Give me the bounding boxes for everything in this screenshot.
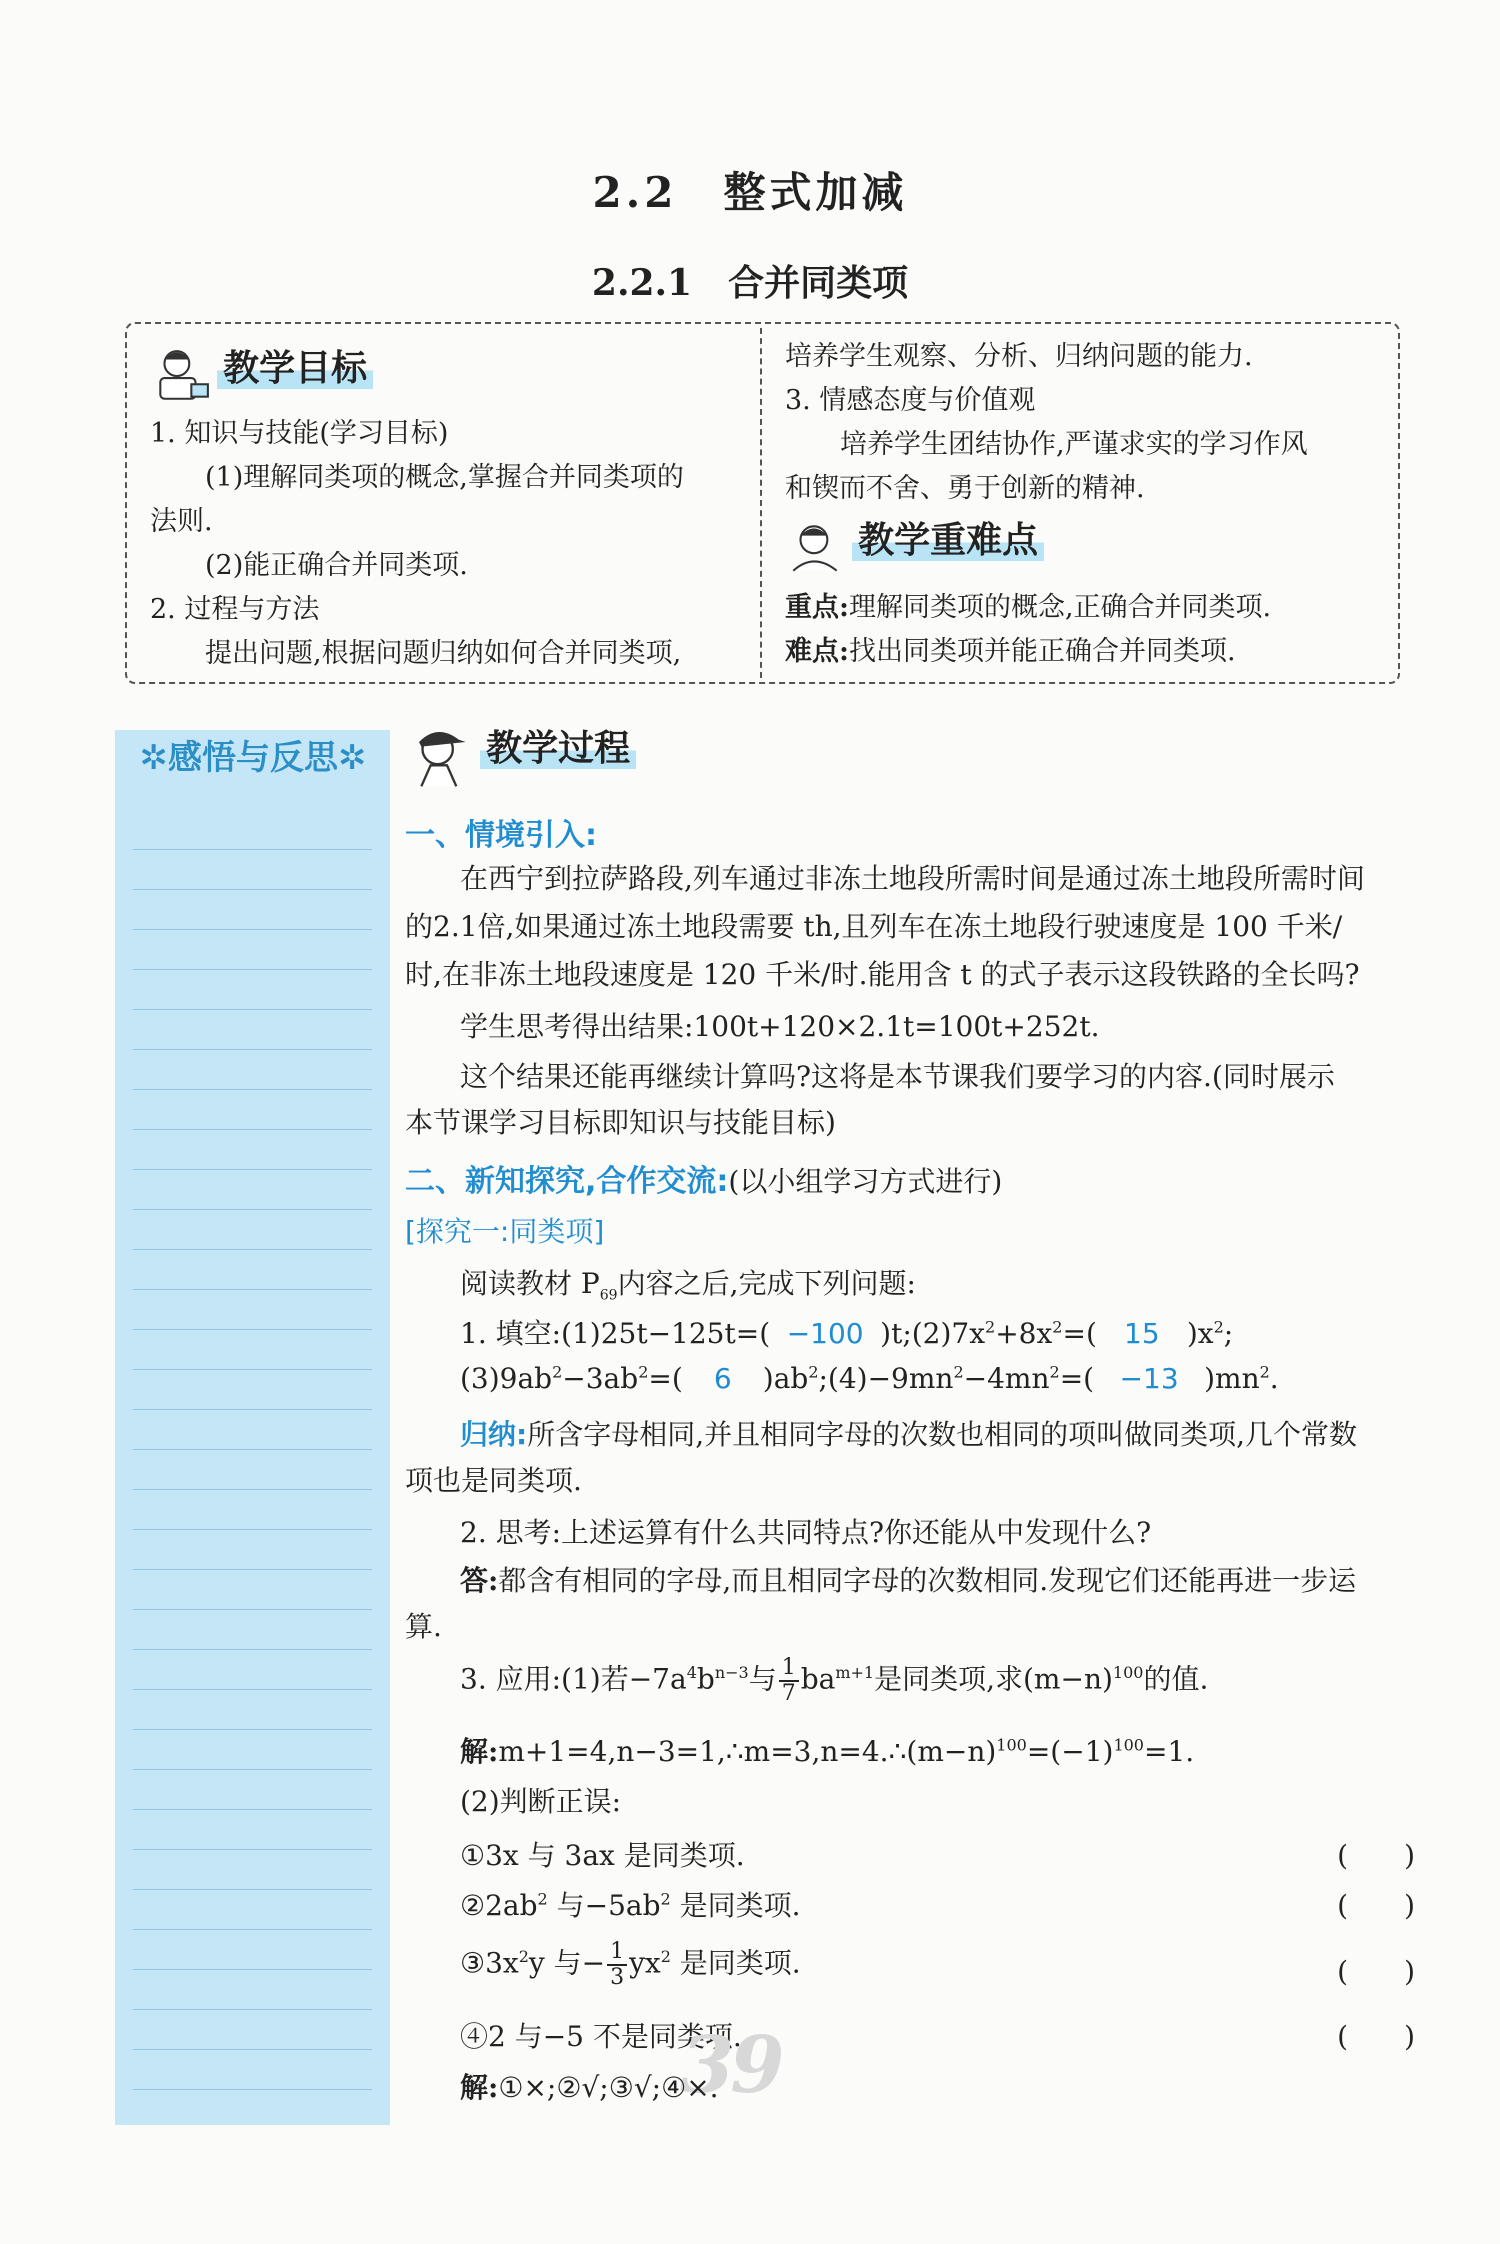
focus-line: [785, 586, 1271, 630]
judge-paren-4: ( ): [1337, 2020, 1415, 2053]
part1-title: 一、情境引入:: [405, 818, 597, 853]
scenario-line-2: 的2.1倍,如果通过冻土地段需要 th,且列车在冻土地段行驶速度是 100 千米/: [405, 910, 1343, 943]
goal-right-2: 3. 情感态度与价值观: [785, 385, 1036, 416]
judge-text: 是同类项.: [670, 1946, 801, 1980]
summary-line-1: [460, 1412, 1420, 1458]
judge-item-1: ①3x 与 3ax 是同类项.: [460, 1839, 745, 1872]
app-text: 3. 应用:(1)若−7a: [460, 1662, 687, 1696]
solution-line: 解$:m+1=4,n-3=1,\therefore m=3,n=4.\therefore(m-n)^{100}=(-1)^{100}=1$.: [460, 1735, 1195, 1768]
goal-line-1: 1. 知识与技能(学习目标): [150, 418, 449, 449]
judge-item-2: $②2ab^2$ 与$-5ab^2$ 是同类项.: [460, 1889, 801, 1922]
fill-text: )ab: [762, 1362, 809, 1395]
process-heading-block: [405, 720, 636, 791]
summary-label: 归纳:: [460, 1418, 528, 1451]
fill-text: )x: [1186, 1317, 1214, 1350]
app-text: 的值.: [1143, 1662, 1209, 1696]
fill-text: +8x: [995, 1317, 1053, 1350]
fill-text: =(: [1062, 1317, 1097, 1350]
process-heading: 教学过程: [480, 728, 636, 769]
app-text: ba: [800, 1662, 836, 1696]
fraction-one-third: $\frac{1}{3}$: [607, 1940, 627, 1990]
focus-text: 理解同类项的概念,正确合并同类项.: [848, 592, 1272, 623]
focus-label: 重点:: [785, 592, 849, 623]
fill-text: (3)9ab: [460, 1362, 553, 1395]
student-result: 学生思考得出结果:100t+120×2.1t=100t+252t.: [460, 1010, 1100, 1043]
thinking-student-icon: [785, 517, 847, 579]
reflection-sidebar: [115, 730, 390, 2125]
judge-text: 是同类项.: [670, 1889, 801, 1922]
app-text: 与: [748, 1662, 777, 1696]
judge-paren-2: ( ): [1337, 1889, 1415, 1922]
think-question: 2. 思考:上述运算有什么共同特点?你还能从中发现什么?: [460, 1516, 1152, 1549]
key-heading: 教学重难点: [852, 520, 1044, 561]
scenario-line-3: 时,在非冻土地段速度是 120 千米/时.能用含 t 的式子表示这段铁路的全长吗?: [405, 958, 1360, 991]
judge-text: ②2ab: [460, 1889, 538, 1922]
scenario-line-1: 在西宁到拉萨路段,列车通过非冻土地段所需时间是通过冻土地段所需时间: [460, 862, 1365, 895]
fill-text: ;(4)−9mn: [818, 1362, 954, 1395]
goals-heading: 教学目标: [217, 348, 373, 389]
difficulty-label: 难点:: [785, 636, 849, 667]
judge-item-4: ④2 与−5 不是同类项.: [460, 2020, 742, 2053]
solution-text: =1.: [1143, 1735, 1195, 1768]
fill-blank-line-2: $(3)9ab^2-3ab^2=$( 6 )$ab^2;(4)-9mn^2-4mn^2=( -13$ )$mn^2$.: [460, 1362, 1279, 1395]
answer-2: 15: [1124, 1317, 1160, 1350]
goal-line-2: (1)理解同类项的概念,掌握合并同类项的: [205, 462, 684, 493]
difficulty-text: 找出同类项并能正确合并同类项.: [848, 636, 1236, 667]
solution-text: =(−1): [1026, 1735, 1114, 1768]
read-text: 阅读教材 P: [460, 1267, 600, 1300]
answer-1: −100: [786, 1317, 864, 1350]
fill-blank-line-1: 1. 填空:(1)25t−125t=( −100 )$t;(2)7x^2+8x^2=$( 15 )$x^2$;: [460, 1317, 1234, 1350]
judge-item-3: $③3x^2y$ 与− $\frac{1}{3}$ $yx^2$ 是同类项.: [460, 1939, 801, 1990]
difficulty-line: [785, 630, 1236, 674]
answer-line-1: [460, 1558, 1420, 1604]
solution-text: m+1=4,n−3=1,∴m=3,n=4.∴(m−n): [498, 1735, 997, 1768]
judge-text: ③3x: [460, 1946, 519, 1980]
judge-paren-1: ( ): [1337, 1839, 1415, 1872]
page-ref: 69: [599, 1287, 618, 1304]
summary-line-2: 项也是同类项.: [405, 1464, 582, 1497]
goal-line-4: (2)能正确合并同类项.: [205, 550, 468, 581]
answer-text: 都含有相同的字母,而且相同字母的次数相同.发现它们还能再进一步运: [498, 1564, 1357, 1597]
goal-line-3: 法则.: [150, 506, 213, 537]
subsection-title: 2.2.1 合并同类项: [591, 262, 909, 304]
goals-heading-block: [150, 340, 373, 407]
goal-right-4: 和锲而不舍、勇于创新的精神.: [785, 473, 1145, 504]
part2-title: 二、新知探究,合作交流:: [405, 1164, 729, 1199]
section-title: 2.2 整式加减: [592, 168, 908, 217]
app-text: b: [696, 1662, 715, 1696]
answer-line-2: 算.: [405, 1610, 442, 1643]
fill-text: =(: [1059, 1362, 1095, 1395]
judge-title: (2)判断正误:: [460, 1785, 622, 1818]
fill-text: =(: [648, 1362, 683, 1395]
solution-label: 解:: [460, 1735, 499, 1768]
goal-line-6: 提出问题,根据问题归纳如何合并同类项,: [205, 638, 682, 669]
box-divider: [760, 328, 762, 678]
fill-text: 1. 填空:(1)25t−125t=(: [460, 1317, 771, 1350]
read-instruction: [460, 1262, 916, 1304]
judge-text: y 与−: [528, 1946, 606, 1980]
goal-right-3: 培养学生团结协作,严谨求实的学习作风: [840, 429, 1308, 460]
summary-text: 所含字母相同,并且相同字母的次数也相同的项叫做同类项,几个常数: [527, 1418, 1358, 1451]
judge-text: yx: [629, 1946, 661, 1980]
explore1-label: [探究一:同类项]: [405, 1215, 605, 1248]
judge-paren-3: ( ): [1337, 1955, 1415, 1988]
fill-text: )mn: [1204, 1362, 1260, 1395]
fill-text: −3ab: [562, 1362, 639, 1395]
student-reading-icon: [150, 345, 212, 407]
answer-3: 6: [713, 1362, 732, 1395]
answer-4: −13: [1119, 1362, 1179, 1395]
fill-text: −4mn: [963, 1362, 1050, 1395]
final-text: ①×;②√;③√;④×.: [498, 2071, 719, 2104]
fill-text: )t;(2)7x: [880, 1317, 986, 1350]
fraction-one-seventh: $\frac{1}{7}$: [779, 1656, 799, 1706]
student-cap-icon: [405, 721, 475, 791]
part2-line: [405, 1156, 1002, 1200]
continue-line-2: 本节课学习目标即知识与技能目标): [405, 1106, 836, 1139]
application-line: 3. 应用:(1)若$-7a^4b^{n-3}$与 $\frac{1}{7}$ $ba^{m+1}$是同类项,求$(m-n)^{100}$的值.: [460, 1655, 1209, 1706]
goal-line-5: 2. 过程与方法: [150, 594, 320, 625]
goal-right-1: 培养学生观察、分析、归纳问题的能力.: [785, 341, 1253, 372]
app-text: 是同类项,求(m−n): [874, 1662, 1113, 1696]
answer-label: 答:: [460, 1564, 499, 1597]
final-answer: [460, 2066, 719, 2106]
key-heading-block: [785, 512, 1044, 579]
continue-line-1: 这个结果还能再继续计算吗?这将是本节课我们要学习的内容.(同时展示: [460, 1060, 1335, 1093]
read-rest: 内容之后,完成下列问题:: [617, 1267, 916, 1300]
final-label: 解:: [460, 2071, 499, 2104]
sidebar-title: ✲感悟与反思✲: [139, 738, 367, 778]
sidebar-ruled-lines: [133, 810, 372, 2105]
judge-text: 与−5ab: [547, 1889, 661, 1922]
part2-note: (以小组学习方式进行): [728, 1165, 1003, 1198]
page-number: 39: [680, 2020, 781, 2111]
